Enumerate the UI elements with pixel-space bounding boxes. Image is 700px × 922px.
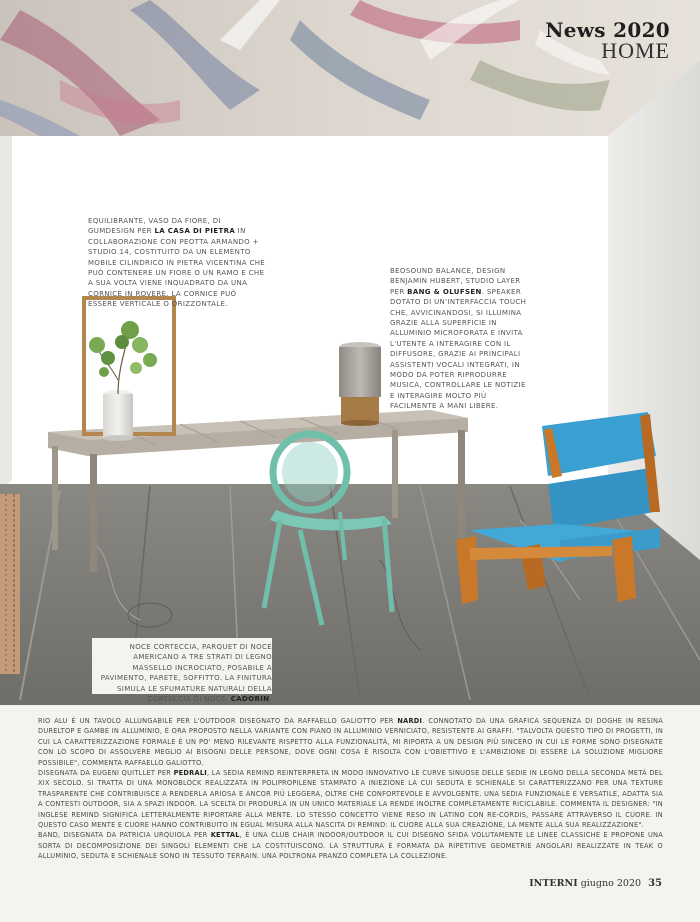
body-text: , LA SEDIA REMIND REINTERPRETA IN MODO INNOVATIVO LE CURVE SINUOSE DELLE SEDIE IN LEGNO DELLA SECONDA METÀ DEL XIX SECOLO. SI TRATTA DI UNA MONOBLOCK REALIZZATA IN POLIPROPILENE STAMPATO A INIEZIONE LA CUI SEDUTA E SCHIENALE SI CARATTERIZZANO PER UNA TEXTURE TRASPARENTE CHE CONTRIBUISCE A RENDERLA ARIOSA E ANCOR PIÙ LEGGERA, OLTRE CHE CONFORTEVOLE E AVVOLGENTE. UNA SEDIA FUNZIONALE E VERSATILE, ADATTA SIA A CONTESTI OUTDOOR, SIA A SPAZI INDOOR. LA SCELTA DI PRODURLA IN UN UNICO MATERIALE LA RENDE INOLTRE COMPLETAMENTE RICICLABILE. COMMENTA IL DESIGNER: "IN INGLESE REMIND SIGNIFICA LETTERALMENTE RIPORTARE ALLA MENTE. LO STESSO CONCETTO VIENE RESO IN LATINO CON RE-CORDIS, PASSARE ATTRAVERSO IL CUORE. IN QUESTO CASO MENTE E CUORE HANNO CONTRIBUITO IN EGUAL MISURA ALLA NASCITA DI REMIND: IL CUORE ALLA SUA CREAZIONE, LA MENTE ALLA SUA REALIZZAZIONE". <box>38 769 663 830</box>
paragraph-table <box>38 716 663 768</box>
body-text: BAND, DISEGNATA DA PATRICIA URQUIOLA PER <box>38 831 211 840</box>
beosound-balance-speaker <box>339 342 381 426</box>
caption-text: BEOSOUND BALANCE, DESIGN BENJAMIN HUBERT, STUDIO LAYER PER <box>390 267 521 296</box>
brand-name: LA CASA DI PIETRA <box>154 227 236 236</box>
section-header <box>545 18 670 64</box>
page-number: 35 <box>648 878 662 889</box>
caption-text: . SPEAKER DOTATO DI UN'INTERFACCIA TOUCH CHE, AVVICINANDOSI, SI ILLUMINA GRAZIE ALLA SUPERFICIE IN ALLUMINIO MICROFORATA E INVITA L'UTENTE A INTERAGIRE CON IL DIFFUSORE, GRAZIE AI PRINCIPALI ASSISTENTI VOCALI INTEGRATI, IN MODO DA POTER RIPRODURRE MUSICA, CONTROLLARE LE NOTIZIE E INTERAGIRE MOLTO PIÙ FACILMENTE A MANI LIBERE. <box>390 287 527 411</box>
magazine-name: INTERNI <box>529 878 578 889</box>
caption-text: IN COLLABORAZIONE CON PEOTTA ARMANDO + STUDIO 14, COSTITUITO DA UN ELEMENTO MOBILE CILINDRICO IN PIETRA VICENTINA CHE PUÒ CONTENERE UN FIORE O UN RAMO E CHE A SUA VOLTA VIENE INQUADRATO DA UNA CORNICE IN ROVERE. LA CORNICE PUÒ ESSERE VERTICALE O ORIZZONTALE. <box>88 227 266 309</box>
caption-parquet <box>94 642 272 704</box>
brand-name: BANG & OLUFSEN <box>407 287 482 296</box>
rug-edge <box>0 494 20 674</box>
issue-date: giugno 2020 <box>580 878 642 889</box>
brand-name: NARDI <box>397 717 423 725</box>
body-text: DISEGNATA DA EUGENI QUITLLET PER <box>38 769 174 778</box>
body-text: , È UNA CLUB CHAIR INDOOR/OUTDOOR IL CUI DISEGNO SFIDA VOLUTAMENTE LE LINEE CLASSICHE E PROPONE UNA SORTA DI DECOMPOSIZIONE DEI SINGOLI ELEMENTI CHE LA COSTITUISCONO. LA STRUTTURA È FORMATA DA RIPETITIVE GEOMETRIE ANGOLARI REALIZZATE IN TEAK O ALLUMINIO, SEDUTA E SCHIENALE SONO IN TESSUTO TERRAIN. UNA POLTRONA PRANZO COMPLETA LA COLLEZIONE. <box>38 831 663 861</box>
caption-speaker <box>390 266 530 412</box>
paragraph-armchair <box>38 830 663 861</box>
brand-name: CADORIN <box>230 695 270 704</box>
caption-text: . <box>269 695 272 704</box>
page-footer <box>529 878 662 889</box>
brand-name: KETTAL <box>210 831 240 840</box>
caption-vase <box>88 216 268 310</box>
section-title: News 2020 <box>545 18 670 42</box>
body-text: RIO ALU È UN TAVOLO ALLUNGABILE PER L'OUTDOOR DISEGNATO DA RAFFAELLO GALIOTTO PER <box>38 717 398 725</box>
caption-text: EQUILIBRANTE, VASO DA FIORE, DI GUMDESIGN PER <box>88 217 221 236</box>
body-text: . CONNOTATO DA UNA GRAFICA SEQUENZA DI DOGHE IN RESINA DURELTOP E GAMBE IN ALLUMINIO, È ORA PROPOSTO NELLA VARIANTE CON PIANO IN ALLUMINIO VERNICIATO, RESISTENTE AI GRAFFI. "TALVOLTA QUESTO TIPO DI PROGETTI, IN CUI LA CARATTERIZZAZIONE FORMALE È UN PO' MENO RILEVANTE RISPETTO ALLA FUNZIONALITÀ, MI RIPORTA A UN DESIGN PIÙ SINCERO IN CUI LE FORME SONO DISEGNATE CON LO SCOPO DI ASSOLVERE MEGLIO AI BISOGNI DELLE PERSONE, DOVE OGNI COSA È RISOLTA CON L'OBIETTIVO E L'AMBIZIONE DI ESSERE LA SOLUZIONE MIGLIORE POSSIBILE", COMMENTA RAFFAELLO GALIOTTO. <box>38 717 663 767</box>
caption-text: NOCE CORTECCIA, PARQUET DI NOCE AMERICANO A TRE STRATI DI LEGNO MASSELLO INCROCIATO, POSABILE A PAVIMENTO, PARETE, SOFFITTO. LA FINITURA SIMULA LE SFUMATURE NATURALI DELLA CORTECCIA DI NOCE. <box>100 643 272 704</box>
brand-name: PEDRALI <box>173 769 207 778</box>
section-subtitle: HOME <box>601 38 670 63</box>
paragraph-chair <box>38 768 663 830</box>
article-body <box>38 716 663 862</box>
